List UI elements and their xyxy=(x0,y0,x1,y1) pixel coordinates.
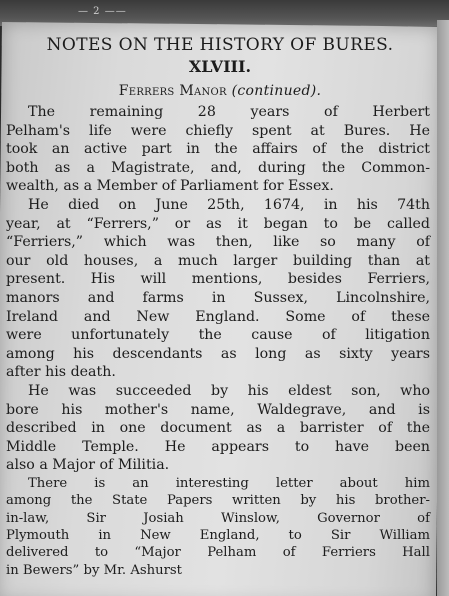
section-title: Ferrers Manor xyxy=(118,83,227,99)
article-number: XLVIII. xyxy=(188,57,252,76)
article-headline: NOTES ON THE HISTORY OF BURES. xyxy=(46,35,394,55)
paragraph-line: described in one document as a barrister of the xyxy=(6,420,430,437)
paragraph-line: Ireland and New England. Some of these xyxy=(6,308,430,325)
paragraph-line: were unfortunately the cause of litigation xyxy=(6,327,430,344)
paragraph-line: also a Major of Militia. xyxy=(6,457,170,474)
paragraph-line: among his descendants as long as sixty years xyxy=(6,345,430,362)
paragraph-line: He was succeeded by his eldest son, who xyxy=(28,382,430,399)
paragraph-line: present. His will mentions, besides Ferriers, xyxy=(6,271,430,288)
paragraph-line: Plymouth in New England, to Sir William xyxy=(6,528,430,544)
paragraph-line: He died on June 25th, 1674, in his 74th xyxy=(28,196,430,213)
paragraph-line: in-law, Sir Josiah Winslow, Governor of xyxy=(6,510,430,526)
section-heading xyxy=(6,81,434,101)
paragraph-line: both as a Magistrate, and, during the Common- xyxy=(6,159,430,176)
paragraph-line: There is an interesting letter about him xyxy=(28,475,430,491)
clipping-right-edge xyxy=(437,20,449,596)
section-continued: (continued). xyxy=(231,83,322,99)
paragraph-line: wealth, as a Member of Parliament for Essex. xyxy=(6,178,334,195)
cut-off-text: — 2 —— xyxy=(78,6,127,17)
paragraph-line: manors and farms in Sussex, Lincolnshire, xyxy=(6,289,430,306)
paragraph-line: delivered to “Major Pelham of Ferriers Hall xyxy=(6,545,430,561)
article xyxy=(6,34,434,579)
paragraph-line: our old houses, a much larger building than at xyxy=(6,252,430,269)
paragraph-line: bore his mother's name, Waldegrave, and is xyxy=(6,401,430,418)
paragraph-line: year, at “Ferrers,” or as it began to be called xyxy=(6,215,430,232)
paragraph-line: Pelham's life were chiefly spent at Bures. He xyxy=(6,122,430,139)
paragraph-line: among the State Papers written by his brother- xyxy=(6,493,430,509)
paragraph-line: in Bewers” by Mr. Ashurst xyxy=(6,562,182,578)
paragraph-line: “Ferriers,” which was then, like so many of xyxy=(6,234,430,251)
paragraph-line: after his death. xyxy=(6,364,116,381)
paragraph-line: The remaining 28 years of Herbert xyxy=(28,104,430,120)
paragraph-line: took an active part in the affairs of the district xyxy=(6,141,430,158)
paragraph-line: Middle Temple. He appears to have been xyxy=(6,438,430,455)
